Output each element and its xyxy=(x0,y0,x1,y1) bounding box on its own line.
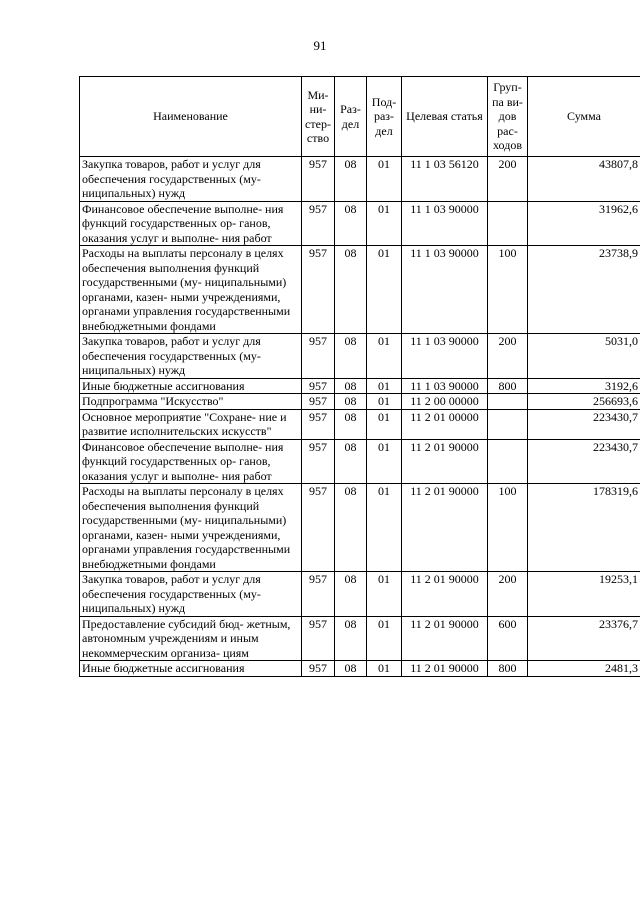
row-name: Финансовое обеспечение выполне- ния функций государственных ор- ганов, оказания услуг и выполне- ния работ xyxy=(80,201,302,246)
row-group xyxy=(488,409,528,439)
row-subsection: 01 xyxy=(367,246,402,334)
row-name: Закупка товаров, работ и услуг для обеспечения государственных (му- ниципальных) нужд xyxy=(80,334,302,379)
row-ministry: 957 xyxy=(302,201,335,246)
row-subsection: 01 xyxy=(367,439,402,484)
row-target: 11 2 01 90000 xyxy=(402,439,488,484)
table-row xyxy=(80,661,640,677)
row-target: 11 2 01 90000 xyxy=(402,572,488,617)
row-group: 200 xyxy=(488,334,528,379)
row-sum: 23738,9 xyxy=(528,246,640,334)
row-target: 11 1 03 90000 xyxy=(402,201,488,246)
row-target: 11 2 01 90000 xyxy=(402,484,488,572)
row-ministry: 957 xyxy=(302,484,335,572)
row-section: 08 xyxy=(335,334,367,379)
row-section: 08 xyxy=(335,484,367,572)
row-subsection: 01 xyxy=(367,201,402,246)
row-name: Расходы на выплаты персоналу в целях обеспечения выполнения функций государственными (му- ниципальными) органами, казен- ными учреждениями, органами управления государственными внебюджетными фондами xyxy=(80,246,302,334)
row-target: 11 1 03 90000 xyxy=(402,378,488,394)
row-section: 08 xyxy=(335,616,367,661)
row-section: 08 xyxy=(335,246,367,334)
row-name: Предоставление субсидий бюд- жетным, автономным учреждениям и иным некоммерческим организа- циям xyxy=(80,616,302,661)
row-ministry: 957 xyxy=(302,409,335,439)
row-ministry: 957 xyxy=(302,661,335,677)
header-target: Целевая статья xyxy=(402,77,488,157)
table-row xyxy=(80,201,640,246)
row-name: Иные бюджетные ассигнования xyxy=(80,378,302,394)
table-row xyxy=(80,409,640,439)
row-section: 08 xyxy=(335,661,367,677)
row-sum: 223430,7 xyxy=(528,409,640,439)
row-subsection: 01 xyxy=(367,334,402,379)
table-row xyxy=(80,157,640,202)
row-sum: 223430,7 xyxy=(528,439,640,484)
row-subsection: 01 xyxy=(367,661,402,677)
table-row xyxy=(80,616,640,661)
header-group: Груп- па ви- дов рас- ходов xyxy=(488,77,528,157)
table-row xyxy=(80,246,640,334)
table-row xyxy=(80,378,640,394)
row-ministry: 957 xyxy=(302,334,335,379)
table-row xyxy=(80,334,640,379)
row-group: 800 xyxy=(488,661,528,677)
row-name: Закупка товаров, работ и услуг для обеспечения государственных (му- ниципальных) нужд xyxy=(80,572,302,617)
row-target: 11 2 01 90000 xyxy=(402,616,488,661)
row-subsection: 01 xyxy=(367,616,402,661)
row-section: 08 xyxy=(335,201,367,246)
row-ministry: 957 xyxy=(302,246,335,334)
table-row xyxy=(80,572,640,617)
row-target: 11 1 03 90000 xyxy=(402,334,488,379)
row-section: 08 xyxy=(335,439,367,484)
row-name: Финансовое обеспечение выполне- ния функций государственных ор- ганов, оказания услуг и выполне- ния работ xyxy=(80,439,302,484)
row-target: 11 1 03 90000 xyxy=(402,246,488,334)
row-ministry: 957 xyxy=(302,572,335,617)
table-row xyxy=(80,439,640,484)
row-section: 08 xyxy=(335,157,367,202)
row-sum: 31962,6 xyxy=(528,201,640,246)
row-group: 200 xyxy=(488,157,528,202)
row-subsection: 01 xyxy=(367,484,402,572)
row-section: 08 xyxy=(335,409,367,439)
budget-table xyxy=(79,76,640,677)
row-sum: 19253,1 xyxy=(528,572,640,617)
header-name: Наименование xyxy=(80,77,302,157)
row-name: Подпрограмма "Искусство" xyxy=(80,394,302,410)
table-row xyxy=(80,394,640,410)
row-sum: 3192,6 xyxy=(528,378,640,394)
header-subsection: Под- раз- дел xyxy=(367,77,402,157)
table-row xyxy=(80,484,640,572)
row-section: 08 xyxy=(335,378,367,394)
row-group: 600 xyxy=(488,616,528,661)
row-target: 11 2 01 00000 xyxy=(402,409,488,439)
row-group: 800 xyxy=(488,378,528,394)
row-group: 200 xyxy=(488,572,528,617)
row-sum: 5031,0 xyxy=(528,334,640,379)
row-sum: 23376,7 xyxy=(528,616,640,661)
row-ministry: 957 xyxy=(302,157,335,202)
row-sum: 178319,6 xyxy=(528,484,640,572)
row-group xyxy=(488,201,528,246)
row-section: 08 xyxy=(335,572,367,617)
row-target: 11 2 00 00000 xyxy=(402,394,488,410)
row-subsection: 01 xyxy=(367,378,402,394)
row-name: Иные бюджетные ассигнования xyxy=(80,661,302,677)
row-group xyxy=(488,439,528,484)
row-group: 100 xyxy=(488,484,528,572)
row-subsection: 01 xyxy=(367,394,402,410)
header-sum: Сумма xyxy=(528,77,640,157)
row-ministry: 957 xyxy=(302,439,335,484)
row-ministry: 957 xyxy=(302,616,335,661)
row-ministry: 957 xyxy=(302,378,335,394)
row-ministry: 957 xyxy=(302,394,335,410)
row-subsection: 01 xyxy=(367,157,402,202)
row-subsection: 01 xyxy=(367,572,402,617)
row-sum: 43807,8 xyxy=(528,157,640,202)
row-sum: 2481,3 xyxy=(528,661,640,677)
header-row xyxy=(80,77,640,157)
row-name: Расходы на выплаты персоналу в целях обеспечения выполнения функций государственными (му- ниципальными) органами, казен- ными учреждениями, органами управления государственными внебюджетными фондами xyxy=(80,484,302,572)
row-sum: 256693,6 xyxy=(528,394,640,410)
row-target: 11 2 01 90000 xyxy=(402,661,488,677)
header-ministry: Ми- ни- стер- ство xyxy=(302,77,335,157)
row-target: 11 1 03 56120 xyxy=(402,157,488,202)
row-section: 08 xyxy=(335,394,367,410)
row-subsection: 01 xyxy=(367,409,402,439)
page-number: 91 xyxy=(313,38,327,53)
header-section: Раз- дел xyxy=(335,77,367,157)
row-name: Основное мероприятие "Сохране- ние и развитие исполнительских искусств" xyxy=(80,409,302,439)
row-group xyxy=(488,394,528,410)
row-name: Закупка товаров, работ и услуг для обеспечения государственных (му- ниципальных) нужд xyxy=(80,157,302,202)
row-group: 100 xyxy=(488,246,528,334)
